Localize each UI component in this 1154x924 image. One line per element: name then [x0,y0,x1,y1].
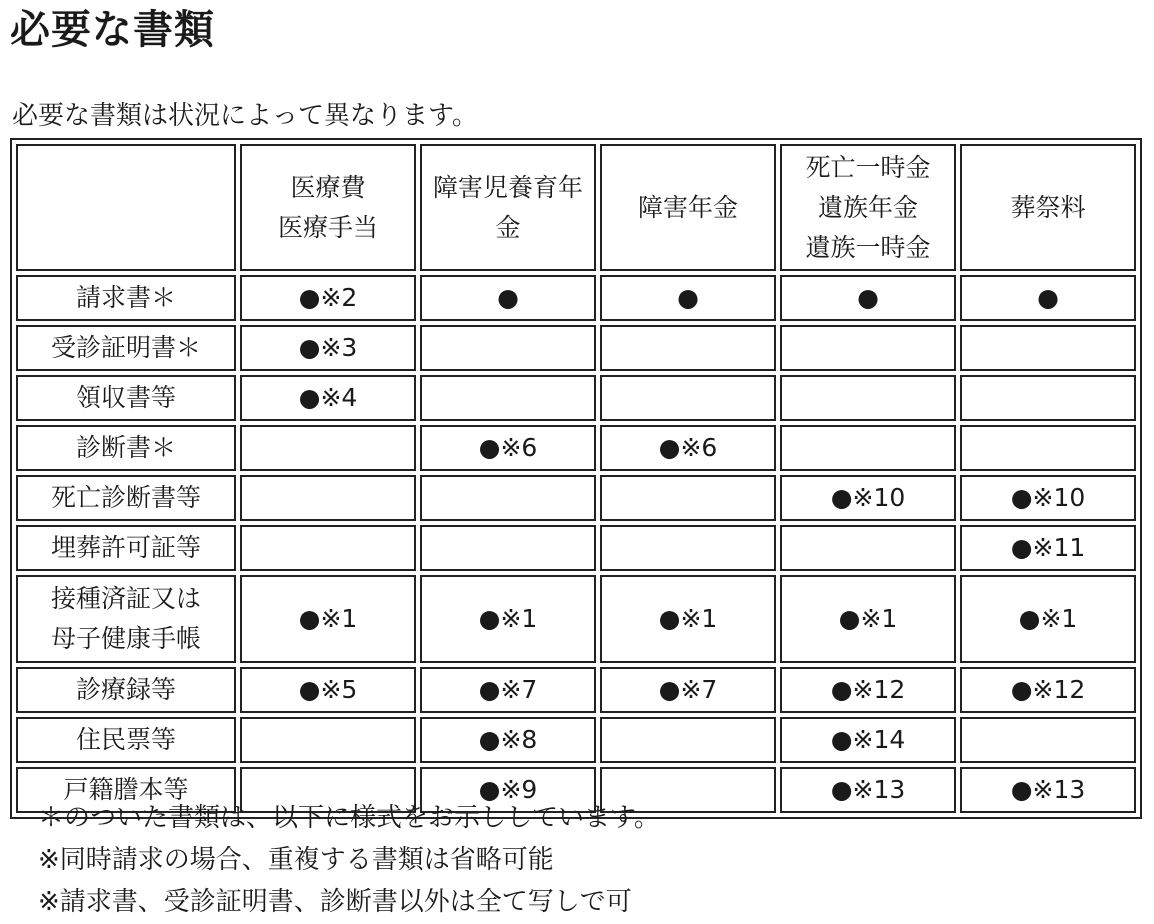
page-title: 必要な書類 [10,7,215,53]
note-copies: ※請求書、受診証明書、診断書以外は全て写しで可 [38,887,632,917]
requirement-cell: ●※1 [780,575,956,663]
table-row [16,375,1136,421]
row-label-cell [16,575,236,663]
table-row [16,525,1136,571]
row-label-line: 死亡診断書等 [50,483,201,512]
requirement-cell [960,717,1136,763]
requirement-cell [960,425,1136,471]
requirement-cell [240,425,416,471]
documents-table-frame [10,138,1142,819]
requirement-cell [600,717,776,763]
required-documents-table [12,140,1140,817]
row-label-line: 接種済証又は [50,584,201,613]
header-cell [780,144,956,271]
table-row [16,667,1136,713]
requirement-cell [240,525,416,571]
requirement-cell: ●※10 [780,475,956,521]
requirement-cell: ●※1 [960,575,1136,663]
header-cell [960,144,1136,271]
header-line: 葬祭料 [1010,192,1086,222]
header-cell [600,144,776,271]
row-label-line: 母子健康手帳 [50,624,201,653]
row-label-line: 診断書＊ [75,433,176,462]
requirement-cell: ● [420,275,596,321]
row-label-line: 戸籍謄本等 [63,775,189,804]
requirement-cell: ● [600,275,776,321]
requirement-cell: ●※2 [240,275,416,321]
requirement-cell: ●※6 [600,425,776,471]
row-label-line: 請求書＊ [75,283,176,312]
requirement-cell: ●※3 [240,325,416,371]
intro-text: 必要な書類は状況によって異なります。 [12,101,478,131]
requirement-cell: ●※7 [600,667,776,713]
row-label-line: 受診証明書＊ [50,333,201,362]
row-label-line: 住民票等 [75,725,176,754]
requirement-cell [420,525,596,571]
header-line: 障害年金 [637,192,738,222]
requirement-cell: ●※12 [780,667,956,713]
header-line: 医療手当 [277,212,378,242]
requirement-cell [960,375,1136,421]
table-row [16,717,1136,763]
requirement-cell: ●※1 [240,575,416,663]
header-cell [240,144,416,271]
row-label-line: 領収書等 [75,383,176,412]
requirement-cell: ●※13 [780,767,956,813]
requirement-cell: ●※1 [420,575,596,663]
table-row [16,575,1136,663]
requirement-cell [600,525,776,571]
row-label-cell [16,525,236,571]
requirement-cell: ● [780,275,956,321]
row-label-line: 診療録等 [75,675,176,704]
requirement-cell: ●※10 [960,475,1136,521]
header-line: 医療費 [290,172,366,202]
row-label-cell [16,325,236,371]
requirement-cell: ●※12 [960,667,1136,713]
requirement-cell: ●※13 [960,767,1136,813]
requirement-cell: ●※1 [600,575,776,663]
row-label-cell [16,717,236,763]
note-asterisk: ＊のついた書類は、以下に様式をお示ししています。 [38,803,660,833]
table-body [16,275,1136,813]
row-label-cell [16,425,236,471]
requirement-cell [960,325,1136,371]
requirement-cell [600,375,776,421]
requirement-cell [780,425,956,471]
note-duplicate: ※同時請求の場合、重複する書類は省略可能 [38,845,554,875]
row-label-cell [16,275,236,321]
row-label-cell [16,475,236,521]
requirement-cell [420,475,596,521]
requirement-cell [600,475,776,521]
header-line: 金 [495,212,521,242]
requirement-cell: ●※7 [420,667,596,713]
requirement-cell: ●※9 [420,767,596,813]
header-line: 障害児養育年 [432,172,583,202]
header-line: 死亡一時金 [805,152,931,182]
requirement-cell [780,375,956,421]
table-row [16,475,1136,521]
requirement-cell: ●※11 [960,525,1136,571]
requirement-cell [780,325,956,371]
requirement-cell: ●※4 [240,375,416,421]
requirement-cell: ●※5 [240,667,416,713]
requirement-cell [420,325,596,371]
row-label-cell [16,667,236,713]
requirement-cell: ●※14 [780,717,956,763]
table-row [16,425,1136,471]
row-label-line: 埋葬許可証等 [50,533,201,562]
table-row [16,325,1136,371]
header-row [16,144,1136,271]
requirement-cell [240,475,416,521]
requirement-cell [240,717,416,763]
requirement-cell: ●※8 [420,717,596,763]
header-line: 遺族年金 [817,192,918,222]
header-cell [420,144,596,271]
table-row [16,275,1136,321]
header-corner-cell [16,144,236,271]
header-line: 遺族一時金 [805,232,931,262]
requirement-cell: ●※6 [420,425,596,471]
requirement-cell: ● [960,275,1136,321]
row-label-cell [16,375,236,421]
requirement-cell [600,325,776,371]
requirement-cell [780,525,956,571]
requirement-cell [420,375,596,421]
